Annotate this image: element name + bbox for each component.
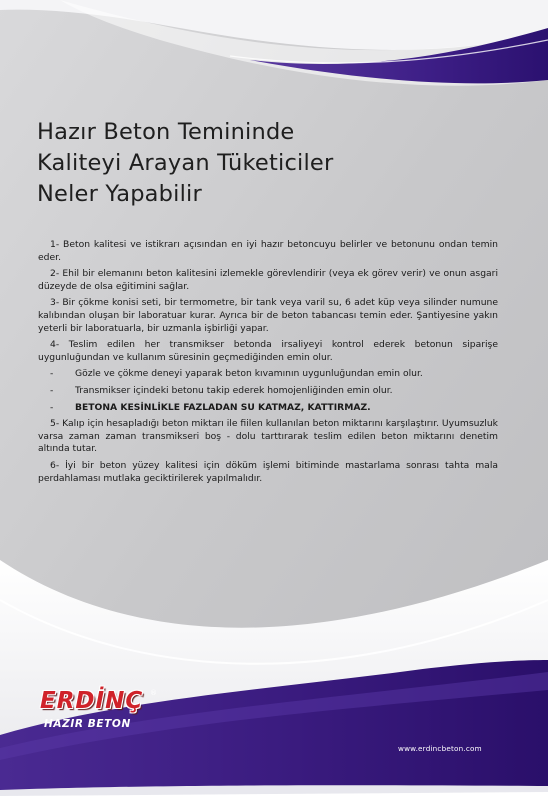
content-list: [38, 239, 498, 489]
erdinc-logo: [36, 688, 166, 740]
list-item-2: 2- Ehil bir elemanını beton kalitesini izlemekle görevlendirir (veya ek görev verir) ve onun asgari düzeyde de olsa eğitimini sağlar.: [38, 268, 498, 292]
bullet-item-3: [38, 402, 498, 415]
bullet-item-2: [38, 385, 498, 398]
list-item-4: 4- Teslim edilen her transmikser betonda irsaliyeyi kontrol ederek betonun siparişe uygunluğundan ve kullanım süresinin geçmediğinden emin olur.: [38, 339, 498, 363]
logo-brand: ERDİNÇ: [40, 688, 144, 714]
dash-marker: -: [50, 368, 54, 380]
bullet-text: Gözle ve çökme deneyi yaparak beton kıvamının uygunluğundan emin olur.: [75, 368, 423, 380]
list-item-6: 6- İyi bir beton yüzey kalitesi için döküm işlemi bitiminde mastarlama sonrası tahta mala perdahlaması mutlaka geciktirilerek yapılmalıdır.: [38, 459, 498, 484]
list-item-1: 1- Beton kalitesi ve istikrarı açısından en iyi hazır betoncuyu belirler ve betonunu ondan temin eder.: [38, 239, 498, 263]
title-line-3: Neler Yapabilir: [37, 181, 202, 207]
list-item-3: 3- Bir çökme konisi seti, bir termometre, bir tank veya varil su, 6 adet küp veya silinder numune kalıbından oluşan bir laboratuar kurar. Ayrıca bir de beton tabancası temin eder. Şantiyesine yakın yeterli bir laboratuarla, bir uzmanla işbirliği yapar.: [38, 297, 498, 334]
title-line-2: Kaliteyi Arayan Tüketiciler: [37, 150, 334, 176]
title-line-1: Hazır Beton Temininde: [37, 119, 295, 145]
page-title: [37, 117, 497, 210]
bullet-text-bold: BETONA KESİNLİKLE FAZLADAN SU KATMAZ, KATTIRMAZ.: [75, 401, 371, 413]
dash-marker: -: [50, 401, 54, 413]
list-item-5: 5- Kalıp için hesapladığı beton miktarı ile fiilen kullanılan beton miktarını karşılaştırır. Uyumsuzluk varsa zaman zaman transmikseri boş - dolu tarttırarak teslim edilen beton miktarını denetim altında tutar.: [38, 418, 498, 455]
website-url: www.erdincbeton.com: [398, 744, 482, 753]
registered-mark: ®: [150, 689, 157, 697]
logo-tagline: HAZIR BETON: [44, 718, 131, 730]
dash-marker: -: [50, 384, 54, 396]
bullet-item-1: [38, 368, 498, 381]
bullet-text: Transmikser içindeki betonu takip ederek homojenliğinden emin olur.: [75, 384, 393, 396]
